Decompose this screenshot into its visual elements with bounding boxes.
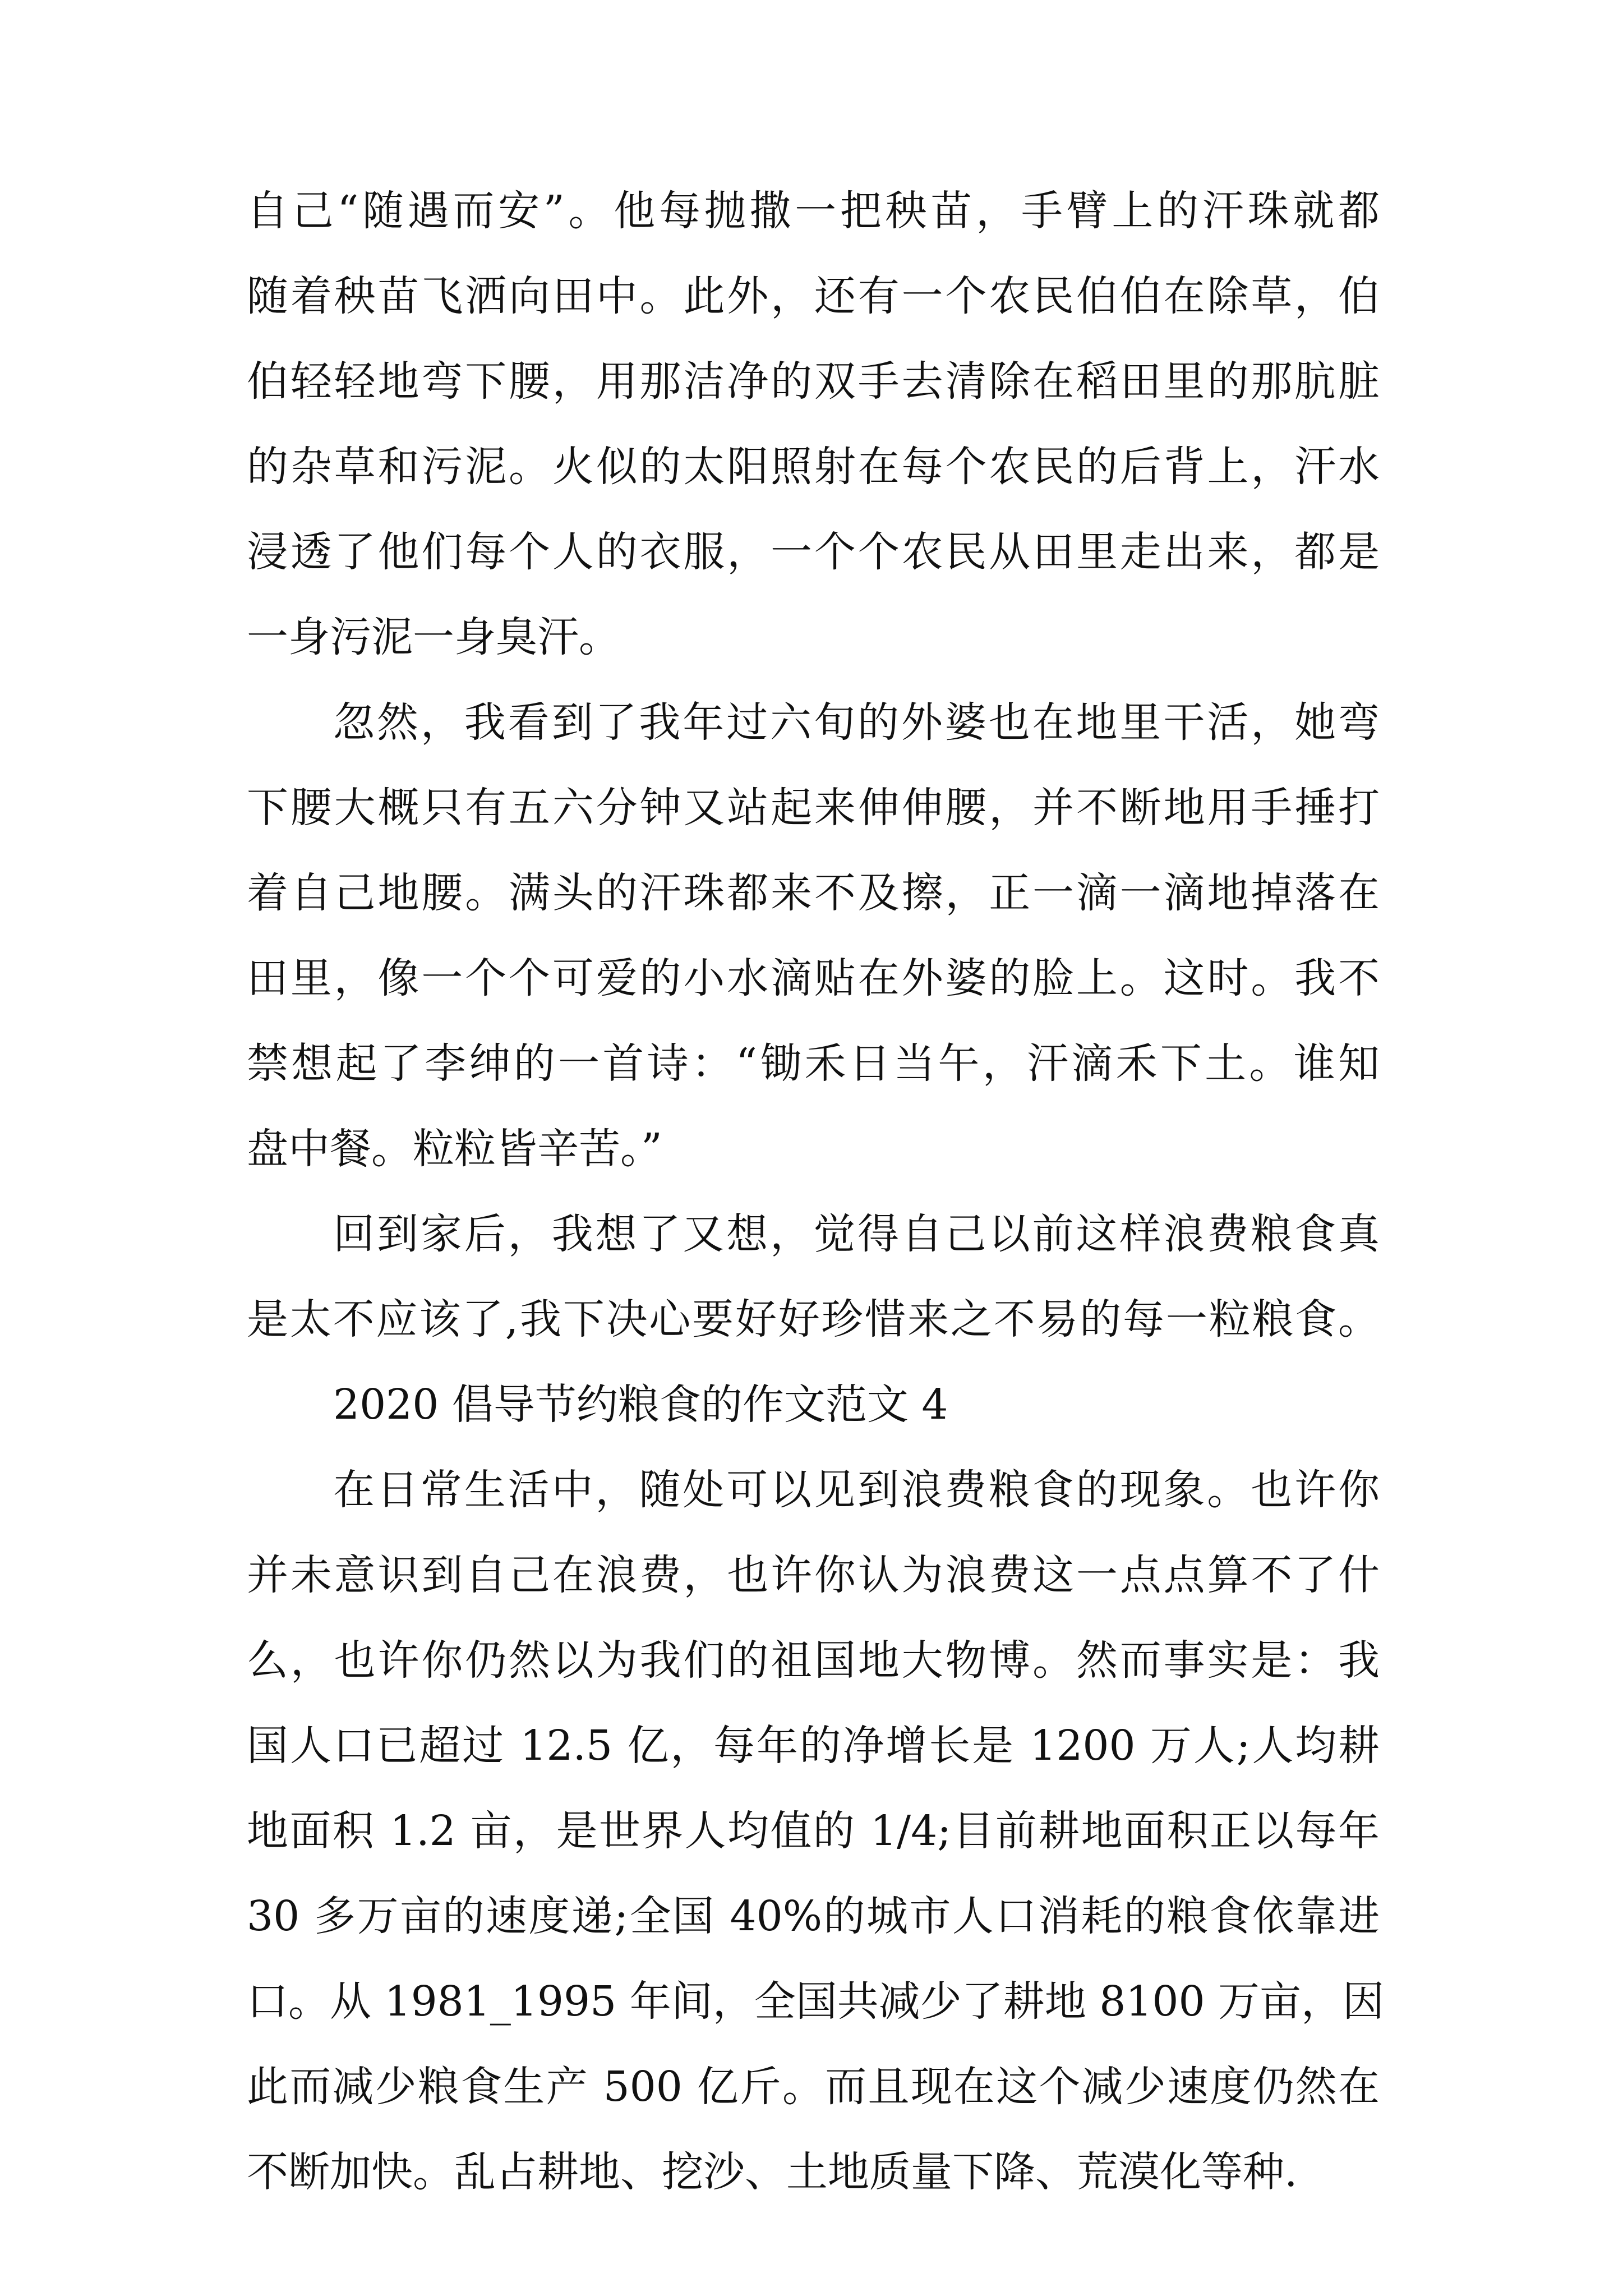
text-line: 随着秧苗飞洒向田中。此外，还有一个农民伯伯在除草，伯 [247,272,1380,320]
text-line: 禁想起了李绅的一首诗：“锄禾日当午，汗滴禾下土。谁知 [247,1039,1380,1088]
text-line: 不断加快。乱占耕地、挖沙、土地质量下降、荒漠化等种. [247,2148,1298,2196]
text-line: 伯轻轻地弯下腰，用那洁净的双手去清除在稻田里的那肮脏 [247,357,1380,406]
text-line: 地面积 1.2 亩，是世界人均值的 1/4;目前耕地面积正以每年 [247,1807,1380,1855]
text-line: 么，也许你仍然以为我们的祖国地大物博。然而事实是：我 [247,1636,1380,1685]
paragraph-first-line: 在日常生活中，随处可以见到浪费粮食的现象。也许你 [333,1466,1380,1514]
text-line: 的杂草和污泥。火似的太阳照射在每个农民的后背上，汗水 [247,443,1380,491]
text-line: 下腰大概只有五六分钟又站起来伸伸腰，并不断地用手捶打 [247,784,1380,832]
text-line: 是太不应该了,我下决心要好好珍惜来之不易的每一粒粮食。 [247,1295,1380,1343]
section-heading: 2020 倡导节约粮食的作文范文 4 [333,1381,948,1429]
text-line: 浸透了他们每个人的衣服，一个个农民从田里走出来，都是 [247,528,1380,576]
text-line: 30 多万亩的速度递;全国 40%的城市人口消耗的粮食依靠进 [247,1892,1380,1940]
text-line: 口。从 1981_1995 年间，全国共减少了耕地 8100 万亩，因 [247,1977,1385,2026]
text-line: 盘中餐。粒粒皆辛苦。” [247,1125,662,1173]
paragraph-first-line: 回到家后，我想了又想，觉得自己以前这样浪费粮食真 [333,1210,1380,1258]
text-line: 一身污泥一身臭汗。 [247,613,620,661]
text-line: 自己“随遇而安”。他每抛撒一把秧苗，手臂上的汗珠就都 [247,187,1380,235]
text-line: 田里，像一个个可爱的小水滴贴在外婆的脸上。这时。我不 [247,954,1380,1002]
paragraph-first-line: 忽然，我看到了我年过六旬的外婆也在地里干活，她弯 [333,698,1380,747]
text-line: 着自己地腰。满头的汗珠都来不及擦，正一滴一滴地掉落在 [247,869,1380,917]
text-line: 国人口已超过 12.5 亿，每年的净增长是 1200 万人;人均耕 [247,1722,1380,1770]
text-line: 此而减少粮食生产 500 亿斤。而且现在这个减少速度仍然在 [247,2063,1380,2111]
text-line: 并未意识到自己在浪费，也许你认为浪费这一点点算不了什 [247,1551,1380,1599]
